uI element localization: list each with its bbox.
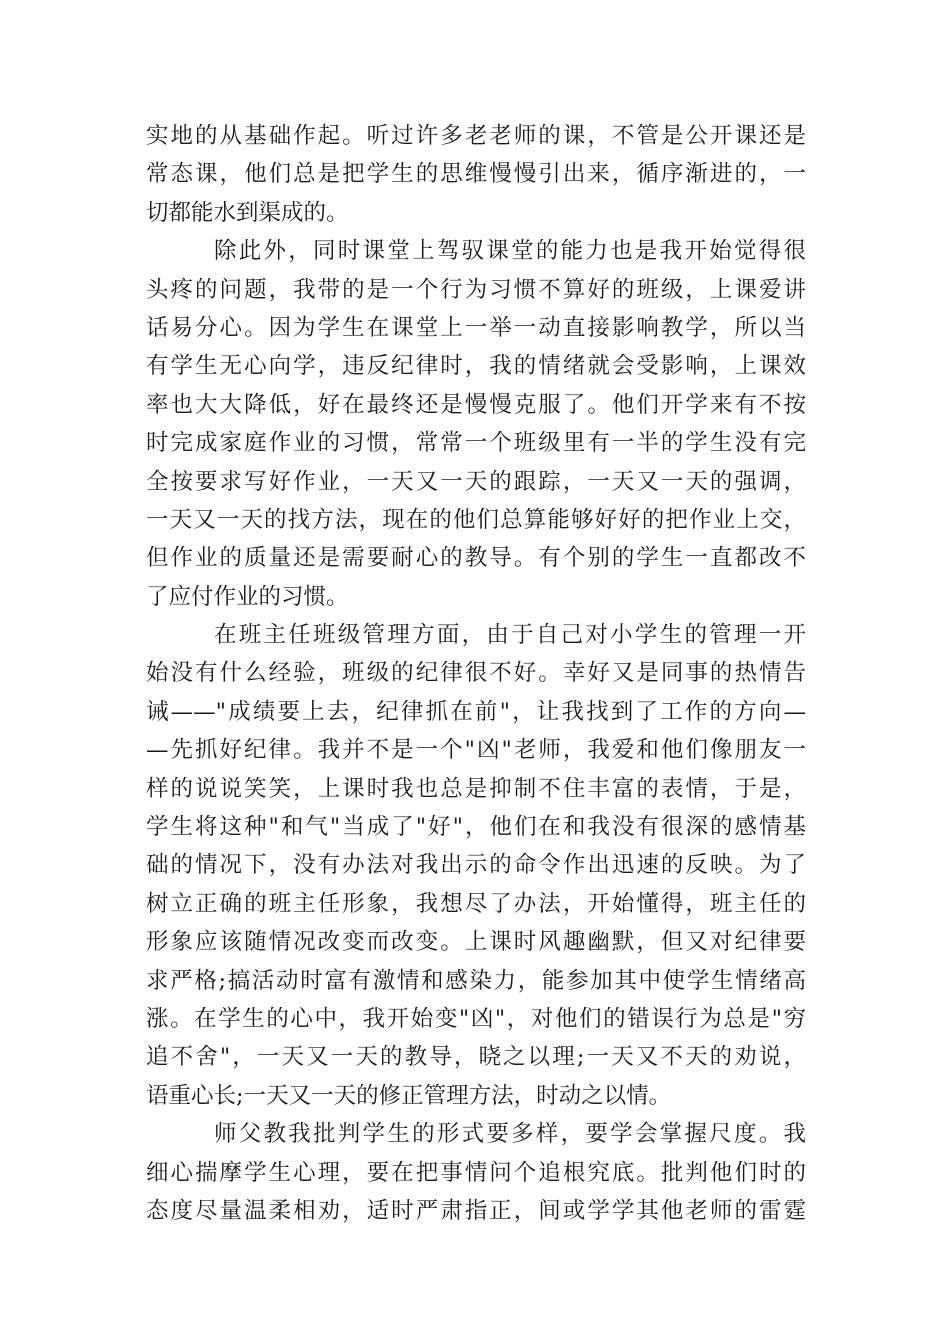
text-line: 时完成家庭作业的习惯，常常一个班级里有一半的学生没有完 — [146, 430, 806, 457]
text-line: 形象应该随情况改变而改变。上课时风趣幽默，但又对纪律要 — [146, 929, 806, 956]
paragraph-first-line: 在班主任班级管理方面，由于自己对小学生的管理一开 — [214, 622, 806, 649]
text-line: 诫——"成绩要上去，纪律抓在前"，让我找到了工作的方向— — [146, 698, 806, 725]
text-line: 话易分心。因为学生在课堂上一举一动直接影响教学，所以当 — [146, 314, 806, 341]
text-line: 有学生无心向学，违反纪律时，我的情绪就会受影响，上课效 — [146, 353, 806, 380]
text-line: 但作业的质量还是需要耐心的教导。有个别的学生一直都改不 — [146, 545, 806, 572]
paragraph-first-line: 除此外，同时课堂上驾驭课堂的能力也是我开始觉得很 — [214, 238, 806, 265]
text-line: 学生将这种"和气"当成了"好"，他们在和我没有很深的感情基 — [146, 814, 806, 841]
text-line: 涨。在学生的心中，我开始变"凶"，对他们的错误行为总是"穷 — [146, 1005, 806, 1032]
text-line: 头疼的问题，我带的是一个行为习惯不算好的班级，上课爱讲 — [146, 276, 806, 303]
text-line: 率也大大降低，好在最终还是慢慢克服了。他们开学来有不按 — [146, 391, 806, 418]
body-text — [146, 117, 806, 1230]
text-line: 细心揣摩学生心理，要在把事情问个追根究底。批判他们时的 — [146, 1159, 806, 1186]
text-line: 求严格;搞活动时富有激情和感染力，能参加其中使学生情绪高 — [146, 967, 806, 994]
text-line: 一天又一天的找方法，现在的他们总算能够好好的把作业上交， — [146, 506, 806, 533]
text-line: 样的说说笑笑，上课时我也总是抑制不住丰富的表情，于是， — [146, 775, 806, 802]
text-line: 树立正确的班主任形象，我想尽了办法，开始懂得，班主任的 — [146, 890, 806, 917]
text-line: —先抓好纪律。我并不是一个"凶"老师，我爱和他们像朋友一 — [146, 737, 806, 764]
text-line: 全按要求写好作业，一天又一天的跟踪，一天又一天的强调， — [146, 468, 806, 495]
text-line: 了应付作业的习惯。 — [146, 583, 349, 610]
text-line: 实地的从基础作起。听过许多老老师的课，不管是公开课还是 — [146, 123, 806, 149]
text-line: 语重心长;一天又一天的修正管理方法，时动之以情。 — [146, 1082, 672, 1109]
text-line: 常态课，他们总是把学生的思维慢慢引出来，循序渐进的，一 — [146, 161, 806, 188]
text-line: 切都能水到渠成的。 — [146, 199, 349, 226]
paragraph-first-line: 师父教我批判学生的形式要多样，要学会掌握尺度。我 — [214, 1121, 806, 1148]
text-line: 态度尽量温柔相劝，适时严肃指正，间或学学其他老师的雷霆 — [146, 1197, 806, 1224]
text-line: 追不舍"，一天又一天的教导，晓之以理;一天又不天的劝说， — [146, 1044, 806, 1071]
text-line: 础的情况下，没有办法对我出示的命令作出迅速的反映。为了 — [146, 852, 806, 879]
text-line: 始没有什么经验，班级的纪律很不好。幸好又是同事的热情告 — [146, 660, 806, 687]
